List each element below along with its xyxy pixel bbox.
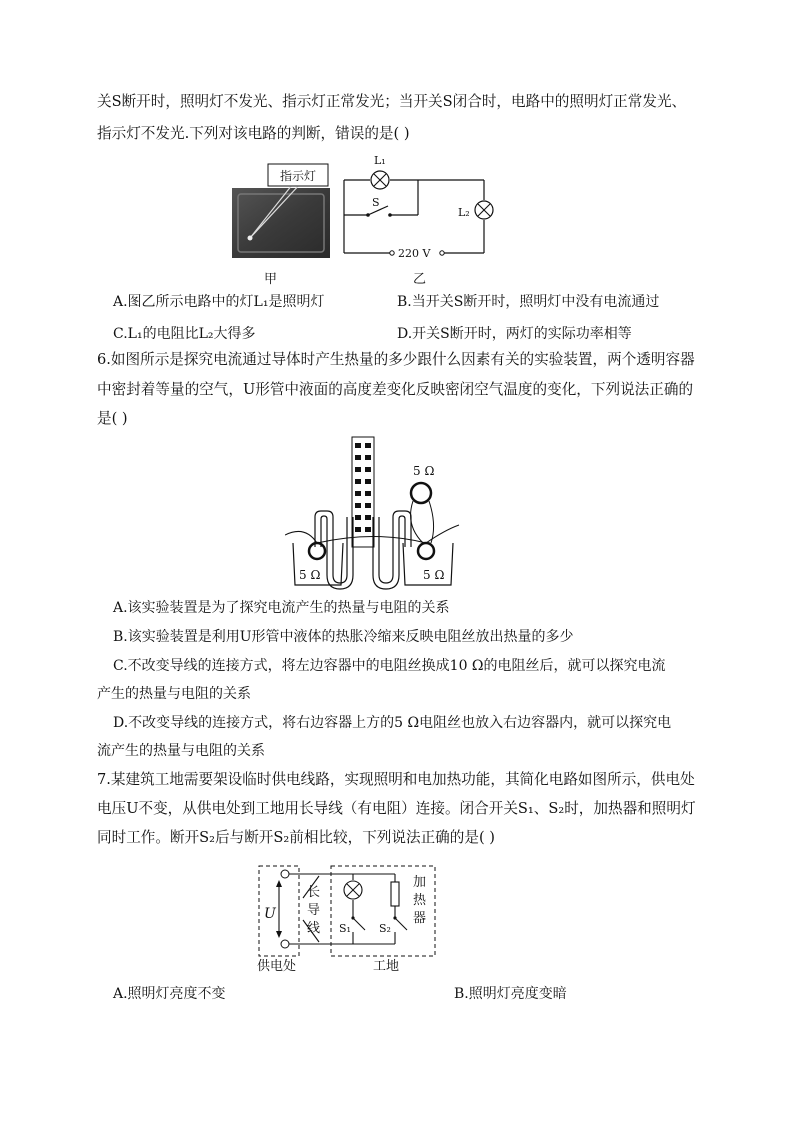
u-tube-apparatus-figure (285, 435, 460, 590)
q5-text-line-2: 指示灯不发光.下列对该电路的判断，错误的是( ) (97, 125, 410, 142)
resistor-coil-icon (411, 483, 431, 503)
q5-option-b[interactable]: B.当开关S断开时，照明灯中没有电流通过 (397, 294, 660, 310)
label-right-5ohm: 5 Ω (423, 568, 445, 582)
q7-text-line-3: 同时工作。断开S₂后与断开S₂前相比较，下列说法正确的是( ) (97, 829, 495, 846)
label-L2: L₂ (458, 206, 470, 219)
construction-circuit-figure (255, 862, 440, 977)
indicator-photo-figure (228, 160, 338, 260)
q6-option-d-line-1[interactable]: D.不改变导线的连接方式，将右边容器上方的5 Ω电阻丝也放入右边容器内，就可以探究电 (113, 715, 672, 731)
q6-text-line-1: 6.如图所示是探究电流通过导体时产生热量的多少跟什么因素有关的实验装置，两个透明容器 (97, 351, 695, 368)
label-S: S (372, 196, 380, 209)
q6-text-line-3: 是( ) (97, 410, 128, 427)
lamp-icon (344, 881, 362, 899)
caption-yi: 乙 (413, 272, 427, 287)
indicator-label: 指示灯 (279, 169, 317, 183)
circuit-diagram-yi (338, 150, 498, 265)
q6-option-b[interactable]: B.该实验装置是利用U形管中液体的热胀冷缩来反映电阻丝放出热量的多少 (113, 629, 574, 645)
lamp-L2-icon (475, 201, 493, 219)
resistor-coil-icon (418, 543, 434, 559)
caption-jia: 甲 (264, 272, 278, 287)
q7-text-line-1: 7.某建筑工地需要架设临时供电线路，实现照明和电加热功能，其简化电路如图所示，供电处 (97, 771, 695, 788)
q6-option-d-line-2: 流产生的热量与电阻的关系 (97, 743, 265, 759)
q5-text-line-1: 关S断开时，照明灯不发光、指示灯正常发光；当开关S闭合时，电路中的照明灯正常发光、 (97, 93, 687, 110)
q5-option-d[interactable]: D.开关S断开时，两灯的实际功率相等 (397, 326, 632, 342)
q7-text-line-2: 电压U不变，从供电处到工地用长导线（有电阻）连接。闭合开关S₁、S₂时，加热器和照明灯 (97, 800, 696, 817)
q5-option-c[interactable]: C.L₁的电阻比L₂大得多 (113, 326, 256, 342)
label-wire-2: 导 (307, 903, 321, 918)
switch-S-icon (366, 213, 370, 217)
q7-option-a[interactable]: A.照明灯亮度不变 (113, 986, 226, 1002)
q6-text-line-2: 中密封着等量的空气，U形管中液面的高度差变化反映密闭空气温度的变化，下列说法正确的 (97, 381, 694, 398)
heater-resistor-icon (391, 882, 399, 906)
caption-supply: 供电处 (257, 959, 297, 974)
label-S2: S₂ (379, 922, 391, 935)
caption-site: 工地 (373, 959, 400, 974)
label-heater-1: 加 (413, 875, 427, 890)
q6-option-c-line-1[interactable]: C.不改变导线的连接方式，将左边容器中的电阻丝换成10 Ω的电阻丝后，就可以探究电流 (113, 658, 666, 674)
q6-option-a[interactable]: A.该实验装置是为了探究电流产生的热量与电阻的关系 (113, 600, 450, 616)
label-wire-1: 长 (307, 885, 321, 900)
q6-option-c-line-2: 产生的热量与电阻的关系 (97, 686, 251, 702)
lamp-L1-icon (371, 171, 389, 189)
terminal-icon (281, 940, 289, 948)
switch-S1-icon (351, 916, 354, 919)
label-left-5ohm: 5 Ω (299, 568, 321, 582)
label-wire-3: 线 (307, 921, 321, 936)
resistor-coil-icon (309, 543, 325, 559)
label-U: U (264, 906, 276, 922)
terminal-icon (440, 251, 444, 255)
terminal-icon (390, 251, 394, 255)
label-heater-3: 器 (413, 911, 427, 926)
switch-S2-icon (393, 916, 396, 919)
terminal-icon (281, 870, 289, 878)
q5-option-a[interactable]: A.图乙所示电路中的灯L₁是照明灯 (113, 294, 325, 310)
q7-option-b[interactable]: B.照明灯亮度变暗 (454, 986, 567, 1002)
label-L1: L₁ (374, 154, 386, 167)
label-top-5ohm: 5 Ω (413, 464, 435, 478)
label-S1: S₁ (339, 922, 351, 935)
label-heater-2: 热 (413, 893, 427, 908)
label-voltage: 220 V (398, 247, 431, 260)
